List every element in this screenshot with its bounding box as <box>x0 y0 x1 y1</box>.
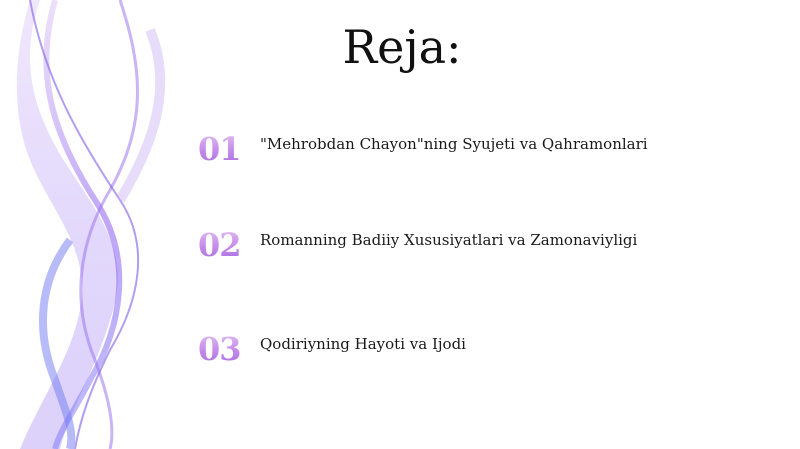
agenda-item-label: Qodiriyning Hayoti va Ijodi <box>260 335 466 353</box>
agenda-item <box>198 130 758 170</box>
agenda-item-number: 01 <box>198 130 241 168</box>
agenda-item-label: "Mehrobdan Chayon"ning Syujeti va Qahramonlari <box>260 135 648 153</box>
slide-title: Reja: <box>342 20 462 74</box>
agenda-item <box>198 330 758 370</box>
agenda-item-label: Romanning Badiiy Xususiyatlari va Zamonaviyligi <box>260 231 638 249</box>
agenda-item <box>198 226 758 266</box>
agenda-item-number: 03 <box>198 330 241 368</box>
agenda-item-number: 02 <box>198 226 241 264</box>
